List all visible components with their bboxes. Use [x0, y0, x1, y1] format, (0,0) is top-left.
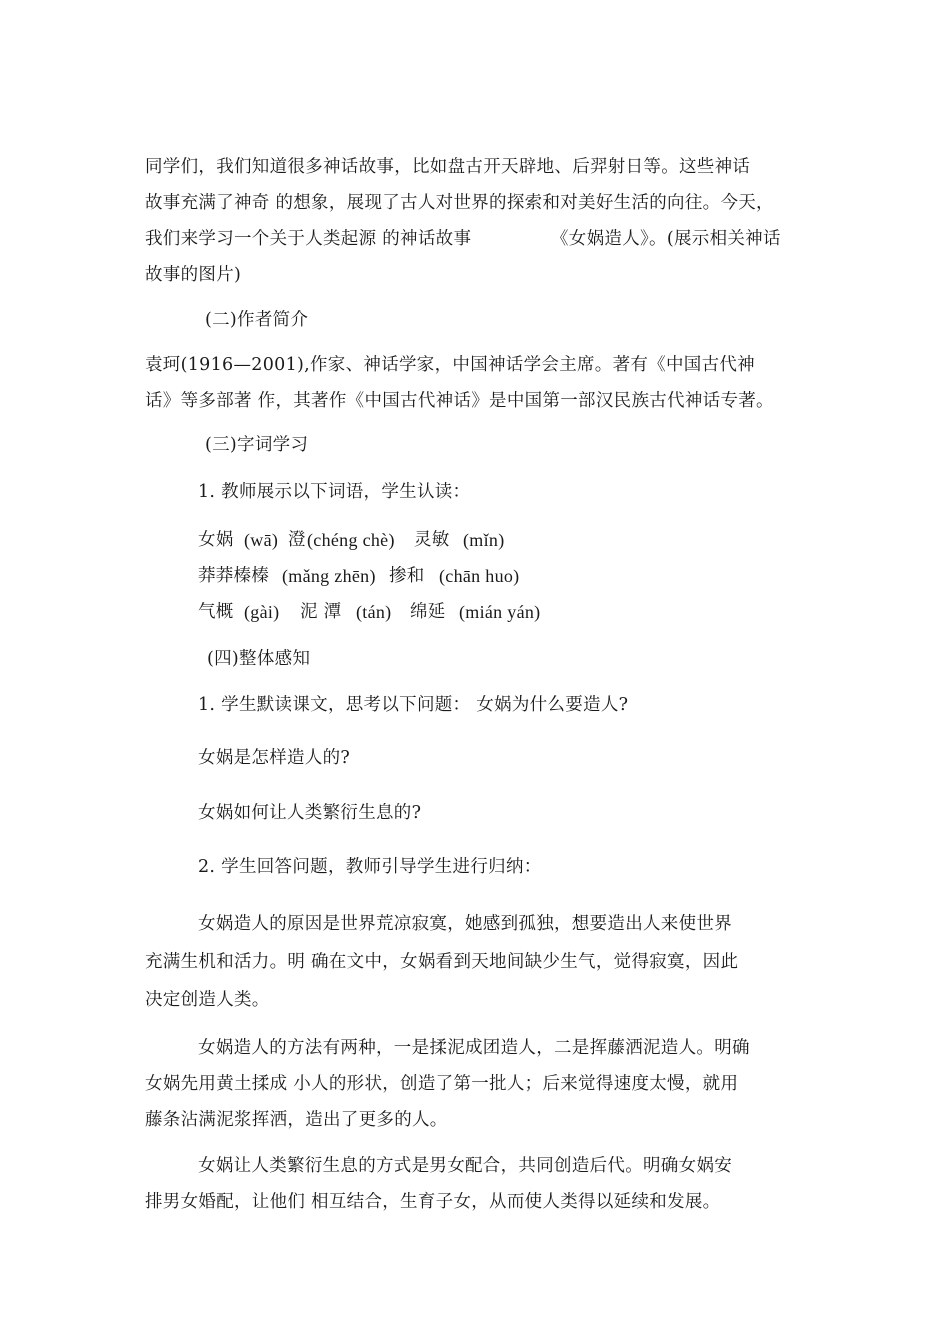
intro-line-2: 故事充满了神奇 的想象，展现了古人对世界的探索和对美好生活的向往。今天，: [145, 193, 774, 213]
author-line-2: 话》等多部著 作，其著作《中国古代神话》是中国第一部汉民族古代神话专著。: [145, 391, 774, 411]
vocab-word: 气概: [198, 602, 234, 622]
answer-2-line-3: 藤条沾满泥浆挥洒，造出了更多的人。: [145, 1110, 448, 1130]
author-line-1: 袁珂(1916—2001),作家、神话学家，中国神话学会主席。著有《中国古代神: [145, 355, 755, 375]
overview-question-2: 女娲是怎样造人的?: [198, 748, 351, 768]
vocab-word: 女娲: [198, 530, 234, 550]
vocab-pinyin: (chéng chè): [307, 530, 395, 550]
vocab-pinyin: (mián yán): [459, 602, 541, 622]
section-heading-vocabulary: (三)字词学习: [205, 435, 309, 455]
answer-2-line-2: 女娲先用黄土揉成 小人的形状，创造了第一批人；后来觉得速度太慢，就用: [145, 1074, 739, 1094]
vocab-pinyin: (tán): [356, 602, 392, 622]
intro-line-1: 同学们，我们知道很多神话故事，比如盘古开天辟地、后羿射日等。这些神话: [145, 157, 751, 177]
vocab-instruction: 1. 教师展示以下词语，学生认读：: [198, 482, 471, 502]
answer-3-line-1: 女娲让人类繁衍生息的方式是男女配合，共同创造后代。明确女娲安: [198, 1156, 732, 1176]
vocab-word: 澄: [288, 530, 306, 550]
intro-line-3b: 《女娲造人》。(展示相关神话: [551, 229, 781, 249]
vocab-pinyin: (wā): [244, 530, 279, 550]
vocab-pinyin: (mǎng zhēn): [282, 566, 376, 586]
vocab-word: 掺和: [389, 566, 425, 586]
vocab-word: 灵敏: [414, 530, 450, 550]
vocab-word: 莽莽榛榛: [198, 566, 270, 586]
answer-1-line-1: 女娲造人的原因是世界荒凉寂寞，她感到孤独，想要造出人来使世界: [198, 914, 732, 934]
answer-2-line-1: 女娲造人的方法有两种，一是揉泥成团造人，二是挥藤洒泥造人。明确: [198, 1038, 750, 1058]
overview-question-3: 女娲如何让人类繁衍生息的?: [198, 803, 422, 823]
answer-1-line-2: 充满生机和活力。明 确在文中，女娲看到天地间缺少生气，觉得寂寞，因此: [145, 952, 739, 972]
vocab-pinyin: (gài): [244, 602, 280, 622]
intro-line-4: 故事的图片): [145, 265, 242, 285]
answer-3-line-2: 排男女婚配，让他们 相互结合，生育子女，从而使人类得以延续和发展。: [145, 1192, 721, 1212]
section-heading-author: (二)作者简介: [205, 310, 309, 330]
vocab-word: 泥 潭: [300, 602, 342, 622]
intro-line-3a: 我们来学习一个关于人类起源 的神话故事: [145, 229, 472, 249]
vocab-word: 绵延: [410, 602, 446, 622]
overview-question-1: 1. 学生默读课文，思考以下问题： 女娲为什么要造人?: [198, 695, 629, 715]
vocab-pinyin: (chān huo): [439, 566, 520, 586]
section-heading-overview: (四)整体感知: [207, 649, 311, 669]
overview-instruction-2: 2. 学生回答问题，教师引导学生进行归纳：: [198, 857, 542, 877]
answer-1-line-3: 决定创造人类。: [145, 990, 270, 1010]
vocab-pinyin: (mǐn): [463, 530, 505, 550]
